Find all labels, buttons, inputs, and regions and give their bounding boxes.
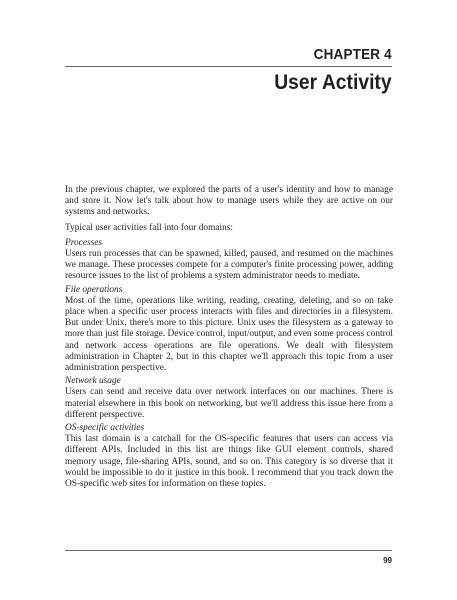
domain-definition-network-usage: Users can send and receive data over network interfaces on our machines. There is material elsewhere in this book on networking, but we'll address this issue here from a different perspective. <box>65 387 393 420</box>
chapter-title: User Activity <box>274 71 392 94</box>
page-number: 99 <box>383 556 392 565</box>
domain-definition-processes: Users run processes that can be spawned, killed, paused, and resumed on the machines we manage. These processes compete for a computer's finite processing power, adding resource issues to the list of problems a system administrator needs to mediate. <box>65 249 393 282</box>
domain-definition-os-specific: This last domain is a catchall for the OS-specific features that users can access via different APIs. Included in this list are things like GUI element controls, shared memory usage, file-sharing APIs, sound, and so on. This category is so diverse that it would be impossible to do it justice in this book. I recommend that you track down the OS-specific web sites for information on these topics. <box>65 434 393 490</box>
domain-term-os-specific: OS-specific activities <box>65 423 145 434</box>
bottom-rule <box>65 550 392 551</box>
domain-list <box>65 238 393 490</box>
top-rule <box>65 66 392 67</box>
domain-term-processes: Processes <box>65 237 103 248</box>
intro-paragraph: Typical user activities fall into four domains: <box>65 222 234 233</box>
chapter-label: CHAPTER 4 <box>313 46 392 63</box>
domain-term-file-operations: File operations <box>65 284 123 295</box>
body-text <box>65 185 393 490</box>
intro-paragraph: In the previous chapter, we explored the parts of a user's identity and how to manage and store it. Now let's talk about how to manage users while they are active on our systems and networks. <box>65 185 393 218</box>
domain-term-network-usage: Network usage <box>65 376 121 387</box>
domain-definition-file-operations: Most of the time, operations like writing, reading, creating, deleting, and so on take place when a specific user process interacts with files and directories in a filesystem. But under Unix, there's more to this picture. Unix uses the filesystem as a gateway to more than just file storage. Device control, input/output, and even some process control and network access operations are file operations. We dealt with filesystem administration in Chapter 2, but in this chapter we'll approach this topic from a user administration perspective. <box>65 295 393 374</box>
